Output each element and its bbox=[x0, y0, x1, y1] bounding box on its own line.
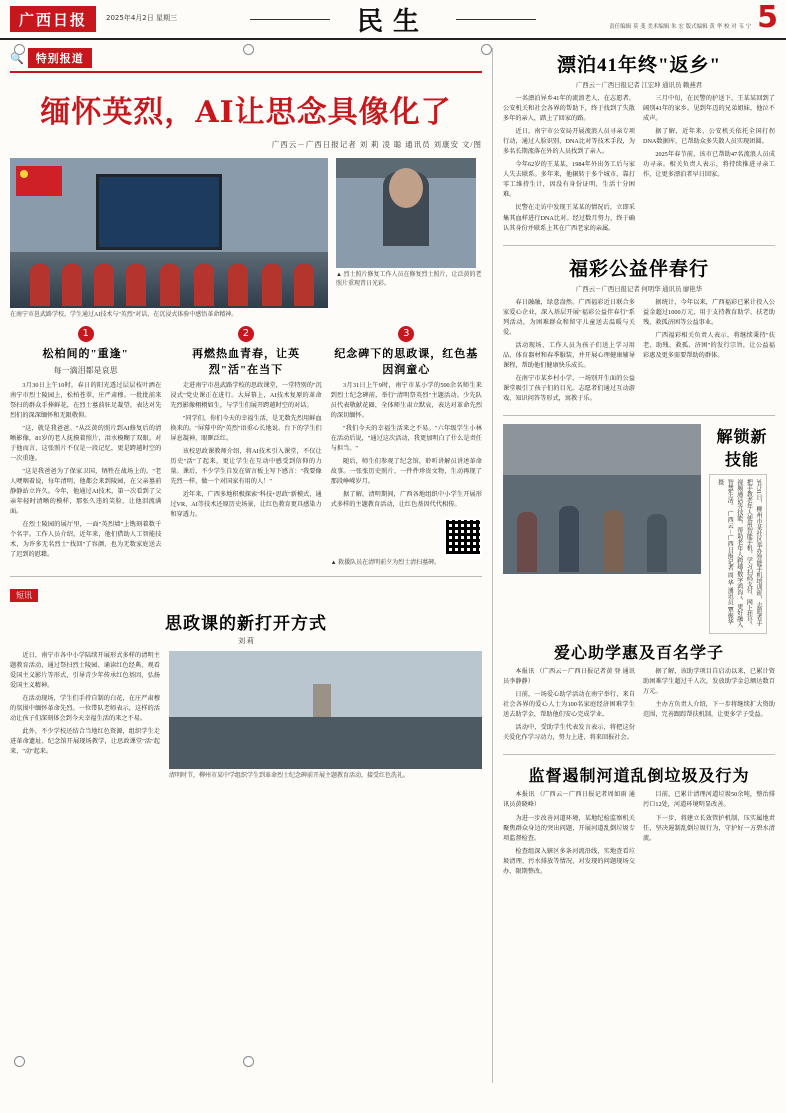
paragraph: 该校思政课教师介绍，将AI技术引入课堂，不仅让历史"活"了起来，更让学生在互动中感受到信仰的力量。课后，不少学生自发在留言板上写下感言："我要像先烈一样，做一个对国家有用的人！" bbox=[170, 447, 322, 486]
lead-headline: 缅怀英烈，AI让思念具像化了 bbox=[40, 95, 452, 130]
paragraph: 一名漂泊异乡41年的流浪老人，在志愿者、公安机关和社会各界的帮助下，终于找到了失散多年的亲人，踏上了回家的路。 bbox=[503, 95, 635, 123]
paragraph: 日前，一场爱心助学活动在南宁举行，来自社会各界的爱心人士为100名家庭经济困难学生送去助学金，帮助他们安心完成学业。 bbox=[503, 691, 635, 719]
left-bottom-photo-caption: 清明时节，柳州市某中学组织学生到革命烈士纪念碑前开展主题教育活动，接受红色洗礼。 bbox=[169, 772, 410, 779]
paragraph: 据统计，今年以来，广西福彩已累计投入公益金超过1000万元，用于支持教育助学、扶老助残、救孤济困等公益事业。 bbox=[643, 298, 775, 326]
paragraph: 近日，南宁市各中小学陆续开展形式多样的清明主题教育活动，通过祭扫烈士陵园、诵读红色经典、观看爱国主义影片等形式，引导青少年传承红色基因，弘扬爱国主义精神。 bbox=[10, 651, 160, 690]
left-bottom-headline: 思政课的新打开方式 bbox=[165, 613, 327, 633]
special-report-bar bbox=[10, 48, 482, 73]
masthead bbox=[0, 0, 786, 40]
lead-side-photo-caption: ▲ 烈士照片修复工作人员在修复烈士照片，让泛黄的老照片重现昔日光彩。 bbox=[336, 272, 482, 287]
paragraph: 在活动现场，学生们手持自制的白花，在庄严肃穆的氛围中缅怀革命先烈。一位带队老师表示，这样的活动让孩子们深刻体会到今天幸福生活的来之不易。 bbox=[10, 695, 160, 723]
section-title-1: 松柏间的"重逢" bbox=[42, 347, 129, 360]
paragraph: 活动现场，工作人员为孩子们送上学习用品、体育器材和春季服装，并开展心理健康辅导课程，帮助他们健康快乐成长。 bbox=[503, 341, 635, 369]
section-title-3: 纪念碑下的思政课，红色基因润童心 bbox=[334, 347, 479, 376]
paragraph: 民警在走访中发现王某某的情况后，立即采集其血样进行DNA比对。经过数月努力，终于确认其身份并联系上其在广西老家的亲属。 bbox=[503, 204, 635, 232]
section-body-3 bbox=[331, 381, 482, 511]
right-photo bbox=[503, 424, 701, 574]
paragraph: 随后，师生们参观了纪念馆，聆听讲解员讲述革命故事。一张张历史照片、一件件珍贵文物，生动再现了那段峥嵘岁月。 bbox=[330, 458, 482, 486]
section-body-1 bbox=[10, 381, 161, 561]
right-article4-headline: 监督遏制河道乱倒垃圾及行为 bbox=[528, 768, 750, 786]
paragraph: 主办方负责人介绍，下一步将继续扩大资助范围，完善跟踪帮扶机制，让更多学子受益。 bbox=[643, 701, 775, 719]
lead-side-photo bbox=[336, 158, 476, 268]
section-subtitle-1: 每一滴泪都是哀思 bbox=[53, 365, 118, 375]
section-title: 民生 bbox=[356, 6, 429, 37]
editor-credits: 责任编辑 莫 斐 美术编辑 朱 宏 版式编辑 黄 华 校 对 韦 宁 bbox=[609, 23, 752, 30]
right-column bbox=[492, 48, 775, 1083]
sidebar-headline: 解锁新技能 bbox=[716, 429, 768, 470]
lead-section-2 bbox=[170, 326, 321, 568]
paragraph: "我们今天的幸福生活来之不易。"六年级学生小林在活动后说，"通过这次活动，我更加明白了什么是责任与担当。" bbox=[330, 424, 482, 452]
paragraph: 此外，不少学校还结合当地红色资源，组织学生走进革命遗址、纪念馆开展现场教学，让思政课堂"活"起来、"动"起来。 bbox=[10, 728, 160, 756]
divider bbox=[456, 19, 536, 20]
right-article3-body bbox=[503, 667, 775, 746]
paragraph: 近年来，广西多地积极探索"科技+思政"新模式，通过VR、AI等技术还原历史场景，让红色教育更具感染力和穿透力。 bbox=[170, 491, 322, 519]
publication-date: 2025年4月2日 星期三 bbox=[106, 14, 177, 23]
paragraph: "这是我爸爸为了保家卫国，牺牲在战场上的。"老人哽咽着说，每年清明，他都会来到陵园，在父亲墓前静静站立许久。今年，他通过AI技术，第一次看到了父亲年轻时清晰的模样，那张久违的笑脸，让他泪流满面。 bbox=[10, 468, 162, 516]
divider bbox=[503, 245, 775, 246]
paragraph: 目前，已累计清理河道垃圾50余吨，整治排污口12处，河道环境明显改善。 bbox=[643, 791, 775, 809]
page-number: 5 bbox=[757, 0, 778, 35]
section-number-badge: 2 bbox=[238, 326, 254, 342]
page-body bbox=[0, 40, 786, 1093]
paragraph: 在烈士陵园的展厅里，一面"英烈墙"上镌刻着数千个名字。工作人员介绍，近年来，他们借助人工智能技术，为许多无名烈士"找回"了容颜，也为无数家庭送去了迟到的慰藉。 bbox=[10, 521, 162, 559]
paragraph: "这，就是我爸爸。"从泛黄的照片到AI修复后的清晰影像，81岁的老人抚摸着照片，泪水模糊了双眼。对于他而言，这张照片不仅是一段记忆，更是跨越时空的一次重逢。 bbox=[10, 424, 162, 463]
section-title-2: 再燃热血青春，让英烈"活"在当下 bbox=[191, 347, 300, 376]
paragraph: 广西福彩相关负责人表示，将继续秉持"扶老、助残、救孤、济困"的发行宗旨，让公益福彩惠及更多需要帮助的群体。 bbox=[643, 331, 775, 359]
right-article2-headline: 福彩公益伴春行 bbox=[568, 258, 709, 280]
left-column bbox=[10, 48, 482, 1083]
lead-photo-row bbox=[10, 158, 482, 320]
divider bbox=[503, 415, 775, 416]
right-article1-headline: 漂泊41年终"返乡" bbox=[556, 55, 722, 76]
lead-byline: 广西云－广西日报记者 刘 莉 凌 聪 通讯员 刘康安 文/图 bbox=[271, 140, 482, 149]
paragraph: 据了解，清明期间，广西各地组织中小学生开展形式多样的主题教育活动，让红色基因代代相传。 bbox=[330, 491, 482, 509]
paragraph-source: 本报讯 （广西云－广西日报记者黄 登 通讯员李静静） bbox=[503, 668, 635, 686]
right-article2-body bbox=[503, 298, 775, 407]
paragraph: 近日，南宁市公安局开展流浪人员寻亲专项行动，通过人脸识别、DNA比对等技术手段，为多名长期流落在外的人员找到了亲人。 bbox=[503, 128, 635, 156]
section-body-2 bbox=[170, 381, 321, 521]
paragraph: 2025年春节前，该市已帮助47名流浪人员成功寻亲。相关负责人表示，将持续推进寻亲工作，让更多漂泊者早日回家。 bbox=[643, 151, 775, 179]
paragraph: 春日融融，绿意盎然。广西福彩近日联合多家爱心企业，深入基层开展"福彩公益伴春行"系列活动，为困难群众和留守儿童送去温暖与关爱。 bbox=[503, 298, 635, 336]
qr-code[interactable] bbox=[444, 518, 482, 556]
paragraph: 走进南宁市邕武路学校的思政课堂，一堂特别的"沉浸式"党史课正在进行。大屏幕上，AI技术复原的革命先烈影像栩栩如生，与学生们展开跨越时空的对话。 bbox=[170, 381, 322, 409]
magnifier-icon: 🔍 bbox=[10, 52, 24, 65]
divider bbox=[503, 754, 775, 755]
special-tag: 特别报道 bbox=[28, 48, 92, 68]
paragraph: 三月中旬，在民警的护送下，王某某回到了阔别41年的家乡。见到年迈的兄弟姐妹，他泣不成声。 bbox=[643, 95, 775, 123]
paragraph: 3月31日上午9时，南宁市某小学的500余名师生来到烈士纪念碑前，举行"清明祭英烈"主题活动。少先队员代表敬献花圈，全体师生肃立默哀，表达对革命先烈的深切缅怀。 bbox=[330, 381, 482, 419]
paragraph-source: 本报讯 （广西云－广西日报记者周如雨 通讯员黄晓峰） bbox=[503, 791, 635, 809]
right-article1-byline: 广西云－广西日报记者 江宏坤 通讯员 赖燕君 bbox=[575, 82, 703, 89]
lead-bottom-photo-caption: ▲ 救援队员在清明前夕为烈士清扫墓碑。 bbox=[330, 560, 441, 567]
right-article2-byline: 广西云－广西日报记者 何明华 通讯员 廖艳华 bbox=[575, 285, 703, 293]
lead-body-columns bbox=[10, 326, 482, 568]
paragraph: 据了解，该助学项目自启动以来，已累计资助困难学生超过千人次，发放助学金总额达数百万元。 bbox=[643, 668, 775, 696]
section-number-badge: 3 bbox=[398, 326, 414, 342]
lead-main-photo-caption: 在南宁市邕武路学校，学生通过AI技术与"英烈"对话，在沉浸式体验中感悟革命精神。 bbox=[10, 312, 238, 318]
lead-section-1 bbox=[10, 326, 161, 568]
left-bottom-body bbox=[10, 651, 160, 757]
left-bottom-photo bbox=[169, 651, 482, 769]
paragraph: 检查组深入辖区多条河流沿线，实地查看垃圾清理、污水排放等情况，对发现的问题现场交办、限期整改。 bbox=[503, 847, 635, 875]
right-article1-body bbox=[503, 94, 775, 237]
divider bbox=[10, 576, 482, 577]
masthead-right bbox=[609, 0, 778, 35]
right-article3-headline: 爱心助学惠及百名学子 bbox=[553, 645, 724, 663]
lead-main-photo bbox=[10, 158, 328, 308]
paragraph: "同学们，你们今天的幸福生活，是无数先烈用鲜血换来的。"屏幕中的"英烈"语重心长地说。台下的学生们屏息凝神，眼眶泛红。 bbox=[170, 414, 322, 442]
newspaper-logo: 广西日报 bbox=[10, 6, 96, 32]
paragraph: 在南宁市某乡村小学，一场别开生面的公益课堂吸引了孩子们的目光。志愿者们通过互动游戏、知识问答等形式，寓教于乐。 bbox=[503, 374, 635, 403]
paragraph: 活动中，受助学生代表发言表示，将把这份关爱化作学习动力，努力上进，将来回报社会。 bbox=[503, 724, 635, 742]
paragraph: 今年62岁的王某某，1984年外出务工后与家人失去联系。多年来，他辗转于多个城市，靠打零工维持生计，因没有身份证明，生活十分困难。 bbox=[503, 161, 635, 199]
left-bottom-author: 刘 莉 bbox=[238, 636, 254, 645]
paragraph: 为进一步改善河道环境，某地纪检监察机关聚焦群众身边的突出问题，开展河道乱倒垃圾专项监督检查。 bbox=[503, 814, 635, 842]
sidebar-note: 3月31日，柳州市某社区举办智能手机培训班，志愿者手把手教老年人使用智能手机，学习扫码支付、网上挂号、视频通话等技能，帮助老年人跨越"数字鸿沟"，更好融入智慧生活。 广西云－广西日报记者 周 华 通讯员 覃振华 摄 bbox=[709, 474, 767, 634]
paragraph: 据了解，近年来，公安机关依托全国打拐DNA数据库，已帮助众多失散人员实现团圆。 bbox=[643, 128, 775, 146]
right-article4-body bbox=[503, 790, 775, 879]
paragraph: 3月30日上午10时，春日的阳光透过层层枝叶洒在南宁市烈士陵园上，松柏苍翠、庄严肃穆。一批批前来祭扫的群众手捧鲜花，在烈士墓前驻足凝望，表达对先烈们的深深缅怀和无限敬仰。 bbox=[10, 381, 162, 419]
lead-section-3 bbox=[331, 326, 482, 568]
short-news-tag: 短讯 bbox=[10, 589, 38, 602]
section-number-badge: 1 bbox=[78, 326, 94, 342]
paragraph: 下一步，将建立长效管护机制，压实属地责任，坚决遏制乱倒垃圾行为，守护好一方碧水清流。 bbox=[643, 814, 775, 842]
